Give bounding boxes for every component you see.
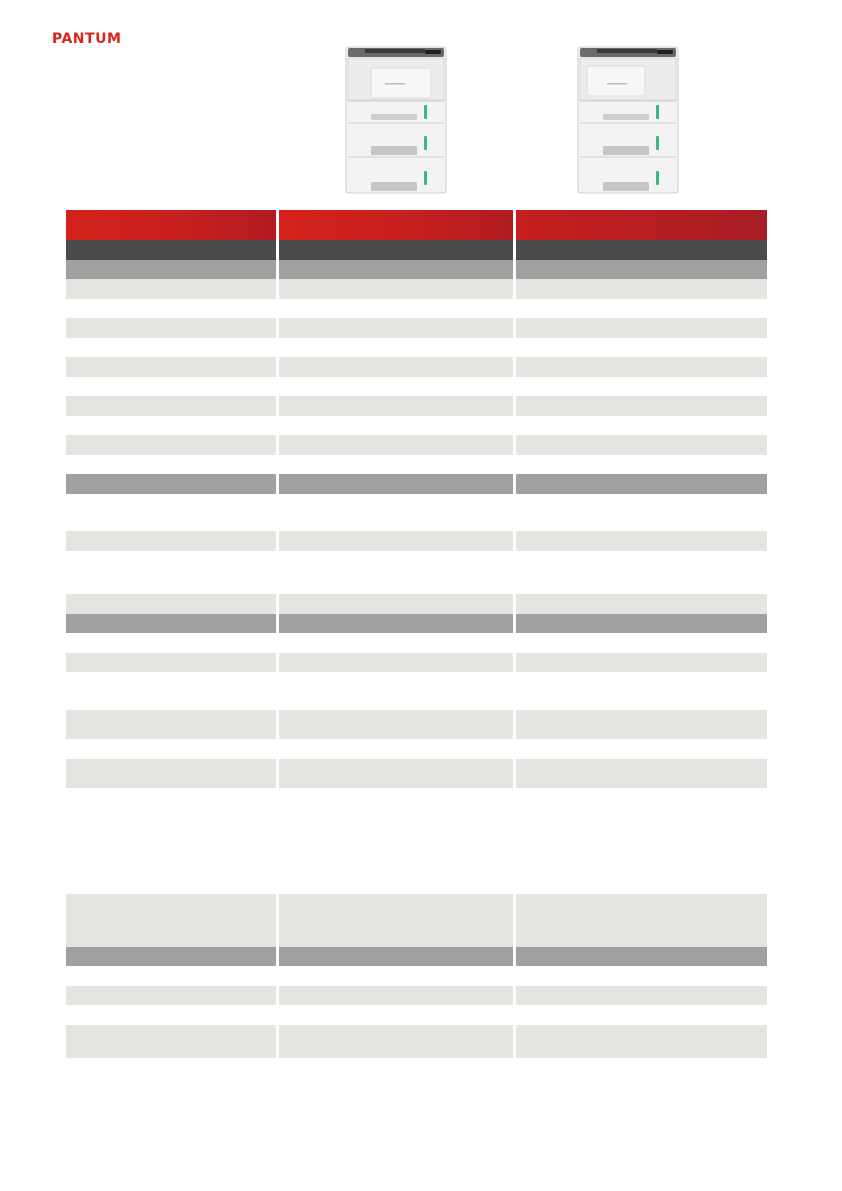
section-row	[66, 260, 767, 279]
header-cell	[279, 210, 513, 240]
table-row	[66, 966, 767, 986]
table-row	[66, 494, 767, 531]
table-row	[66, 1005, 767, 1025]
table-row	[66, 710, 767, 739]
brand-logo: PANTUM	[52, 31, 122, 47]
table-row	[66, 788, 767, 894]
table-row	[66, 416, 767, 435]
header-cell	[516, 210, 767, 240]
table-row	[66, 396, 767, 416]
table-row	[66, 318, 767, 338]
table-row	[66, 894, 767, 947]
table-row	[66, 653, 767, 672]
table-row	[66, 377, 767, 396]
section-row	[66, 947, 767, 966]
table-row	[66, 739, 767, 759]
table-row	[66, 338, 767, 357]
table-row	[66, 279, 767, 299]
table-row	[66, 357, 767, 377]
table-row	[66, 759, 767, 788]
table-row	[66, 531, 767, 551]
section-row	[66, 240, 767, 260]
table-row	[66, 1025, 767, 1058]
printer-image-right	[577, 46, 679, 194]
spec-table	[66, 210, 767, 1058]
table-row	[66, 455, 767, 474]
table-row	[66, 986, 767, 1005]
printer-image-left	[345, 46, 447, 194]
table-row	[66, 435, 767, 455]
table-row	[66, 299, 767, 318]
table-row	[66, 594, 767, 614]
table-row	[66, 551, 767, 594]
section-row	[66, 474, 767, 494]
table-row	[66, 633, 767, 653]
header-cell	[66, 210, 276, 240]
table-row	[66, 672, 767, 710]
table-header-row	[66, 210, 767, 240]
section-row	[66, 614, 767, 633]
